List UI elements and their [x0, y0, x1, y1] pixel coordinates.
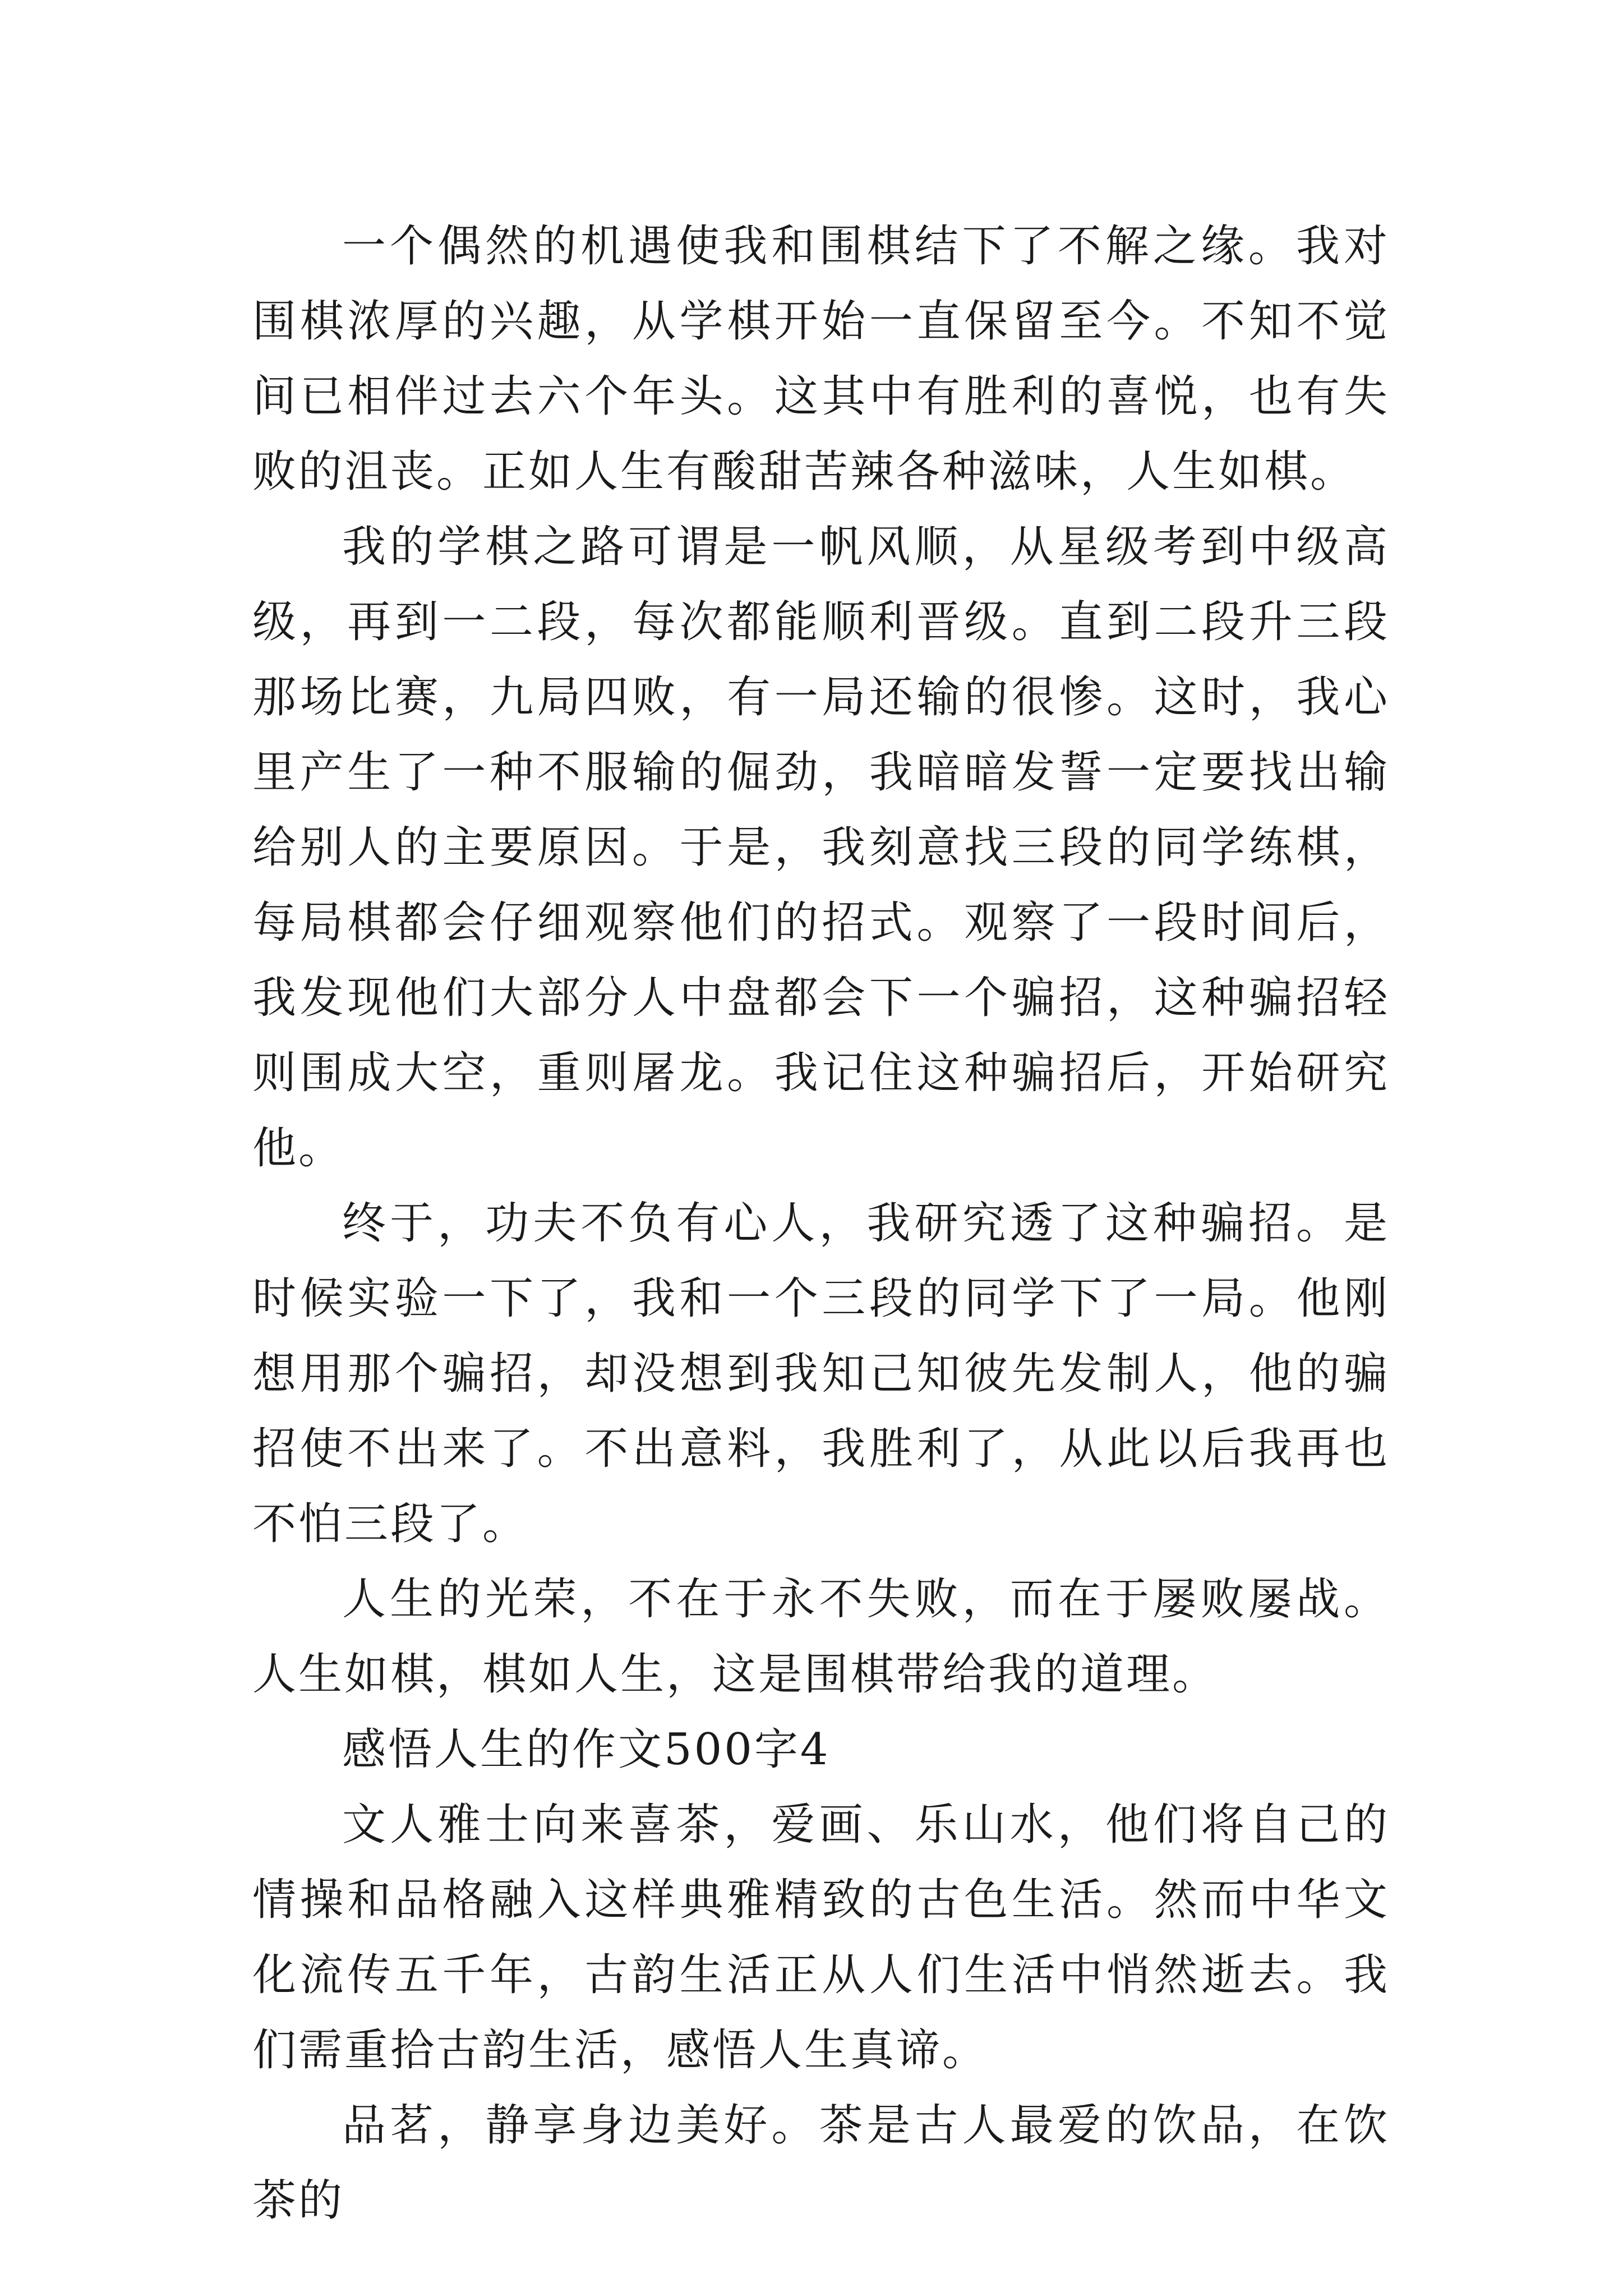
- paragraph-victory: 终于，功夫不负有心人，我研究透了这种骗招。是时候实验一下了，我和一个三段的同学下了一局。他刚想用那个骗招，却没想到我知己知彼先发制人，他的骗招使不出来了。不出意料，我胜利了，从此以后我再也不怕三段了。: [252, 1198, 1390, 1549]
- section-heading: 感悟人生的作文500字4: [342, 1724, 831, 1775]
- document-body: [252, 209, 1390, 2238]
- paragraph-tea: 品茗，静享身边美好。茶是古人最爱的饮品，在饮茶的: [252, 2100, 1390, 2226]
- paragraph-literati: 文人雅士向来喜茶，爱画、乐山水，他们将自己的情操和品格融入这样典雅精致的古色生活。然而中华文化流传五千年，古韵生活正从人们生活中悄然逝去。我们需重拾古韵生活，感悟人生真谛。: [252, 1800, 1390, 2076]
- paragraph-life-lesson: 人生的光荣，不在于永不失败，而在于屡败屡战。人生如棋，棋如人生，这是围棋带给我的道理。: [252, 1574, 1390, 1700]
- paragraph-learning-path: 我的学棋之路可谓是一帆风顺，从星级考到中级高级，再到一二段，每次都能顺利晋级。直到二段升三段那场比赛，九局四败，有一局还输的很惨。这时，我心里产生了一种不服输的倔劲，我暗暗发誓一定要找出输给别人的主要原因。于是，我刻意找三段的同学练棋，每局棋都会仔细观察他们的招式。观察了一段时间后，我发现他们大部分人中盘都会下一个骗招，这种骗招轻则围成大空，重则屠龙。我记住这种骗招后，开始研究他。: [252, 522, 1390, 1174]
- paragraph-go-encounter: 一个偶然的机遇使我和围棋结下了不解之缘。我对围棋浓厚的兴趣，从学棋开始一直保留至今。不知不觉间已相伴过去六个年头。这其中有胜利的喜悦，也有失败的沮丧。正如人生有酸甜苦辣各种滋味，人生如棋。: [252, 221, 1390, 497]
